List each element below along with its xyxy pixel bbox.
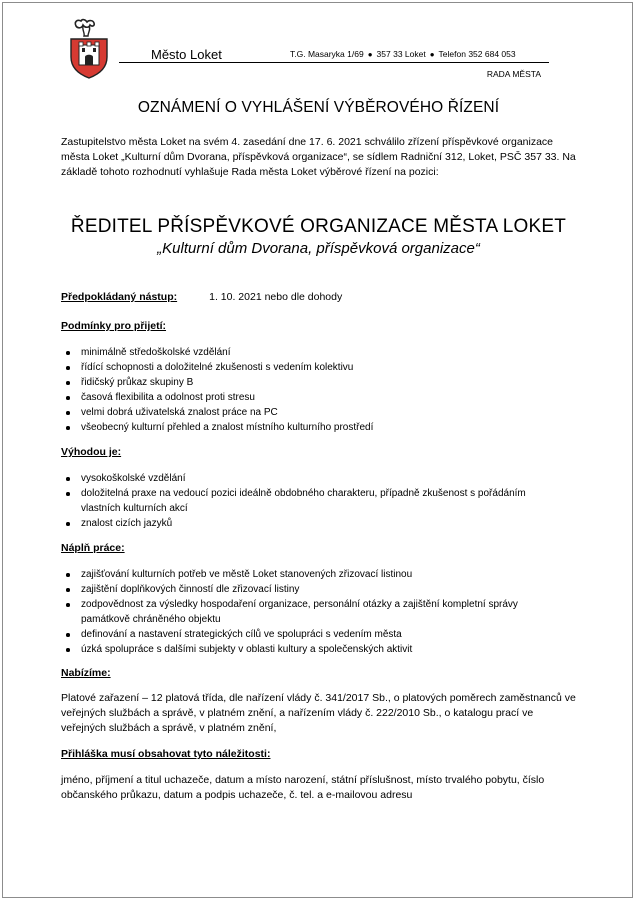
list-item: zajišťování kulturních potřeb ve městě Loket stanovených zřizovací listinou — [61, 567, 566, 582]
postal-address: 357 33 Loket — [376, 49, 426, 59]
position-subtitle: „Kulturní dům Dvorana, příspěvková organizace“ — [157, 240, 480, 257]
duties-list — [61, 567, 566, 657]
list-item: všeobecný kulturní přehled a znalost místního kulturního prostředí — [61, 420, 581, 435]
document-title: OZNÁMENÍ O VYHLÁŠENÍ VÝBĚROVÉHO ŘÍZENÍ — [137, 99, 500, 116]
list-item: doložitelná praxe na vedoucí pozici ideálně obdobného charakteru, případně zkušenost s pořádáním vlastních kulturních akcí — [61, 486, 551, 516]
list-item: velmi dobrá uživatelská znalost práce na PC — [61, 405, 581, 420]
phone-number: Telefon 352 684 053 — [438, 49, 516, 59]
list-item: řidičský průkaz skupiny B — [61, 375, 581, 390]
list-item: zodpovědnost za výsledky hospodaření organizace, personální otázky a zajištění kompletní správy památkově chráněného objektu — [61, 597, 566, 627]
requirements-list — [61, 345, 581, 435]
town-crest-icon — [67, 17, 111, 79]
header-divider — [119, 62, 549, 63]
list-item: znalost cizích jazyků — [61, 516, 551, 531]
department-name: RADA MĚSTA — [486, 69, 541, 79]
start-date-value: 1. 10. 2021 nebo dle dohody — [209, 291, 343, 303]
intro-paragraph: Zastupitelstvo města Loket na svém 4. zasedání dne 17. 6. 2021 schválilo zřízení příspěvkové organizace města Loket „Kulturní dům Dvorana, příspěvková organizace“, se sídlem Radniční 312, Loket, PSČ 357 33. Na základě tohoto rozhodnutí vyhlašuje Rada města Loket výběrové řízení na pozici: — [61, 136, 576, 178]
list-item: vysokoškolské vzdělání — [61, 471, 551, 486]
advantages-heading: Výhodou je: — [61, 446, 122, 458]
document-page — [2, 2, 633, 898]
header-address: T.G. Masaryka 1/69 ● 357 33 Loket ● Telefon 352 684 053 — [290, 49, 516, 59]
list-item: řídící schopnosti a doložitelné zkušenosti s vedením kolektivu — [61, 360, 581, 375]
list-item: zajištění doplňkových činností dle zřizovací listiny — [61, 582, 566, 597]
town-name: Město Loket — [151, 47, 222, 62]
duties-heading: Náplň práce: — [61, 542, 125, 554]
requirements-heading: Podmínky pro přijetí: — [61, 320, 167, 332]
offer-heading: Nabízíme: — [61, 667, 111, 679]
list-item: úzká spolupráce s dalšími subjekty v oblasti kultury a společenských aktivit — [61, 642, 566, 657]
list-item: minimálně středoškolské vzdělání — [61, 345, 581, 360]
start-date-label: Předpokládaný nástup: — [61, 291, 178, 303]
start-date-row — [61, 291, 342, 303]
position-title: ŘEDITEL PŘÍSPĚVKOVÉ ORGANIZACE MĚSTA LOKET — [70, 216, 567, 237]
advantages-list — [61, 471, 551, 531]
offer-text: Platové zařazení – 12 platová třída, dle nařízení vlády č. 341/2017 Sb., o platových poměrech zaměstnanců ve veřejných službách a správě, v platném znění, a nařízením vlády č. 222/2010 Sb., o katalogu prací ve veřejných službách a správě, v platném znění, — [61, 692, 576, 734]
list-item: definování a nastavení strategických cílů ve spolupráci s vedením města — [61, 627, 566, 642]
list-item: časová flexibilita a odolnost proti stresu — [61, 390, 581, 405]
application-text: jméno, příjmení a titul uchazeče, datum a místo narození, státní příslušnost, místo trvalého pobytu, číslo občanského průkazu, datum a podpis uchazeče, č. tel. a e-mailovou adresu — [61, 774, 545, 801]
street-address: T.G. Masaryka 1/69 — [290, 49, 364, 59]
application-heading: Přihláška musí obsahovat tyto náležitosti: — [61, 748, 271, 760]
